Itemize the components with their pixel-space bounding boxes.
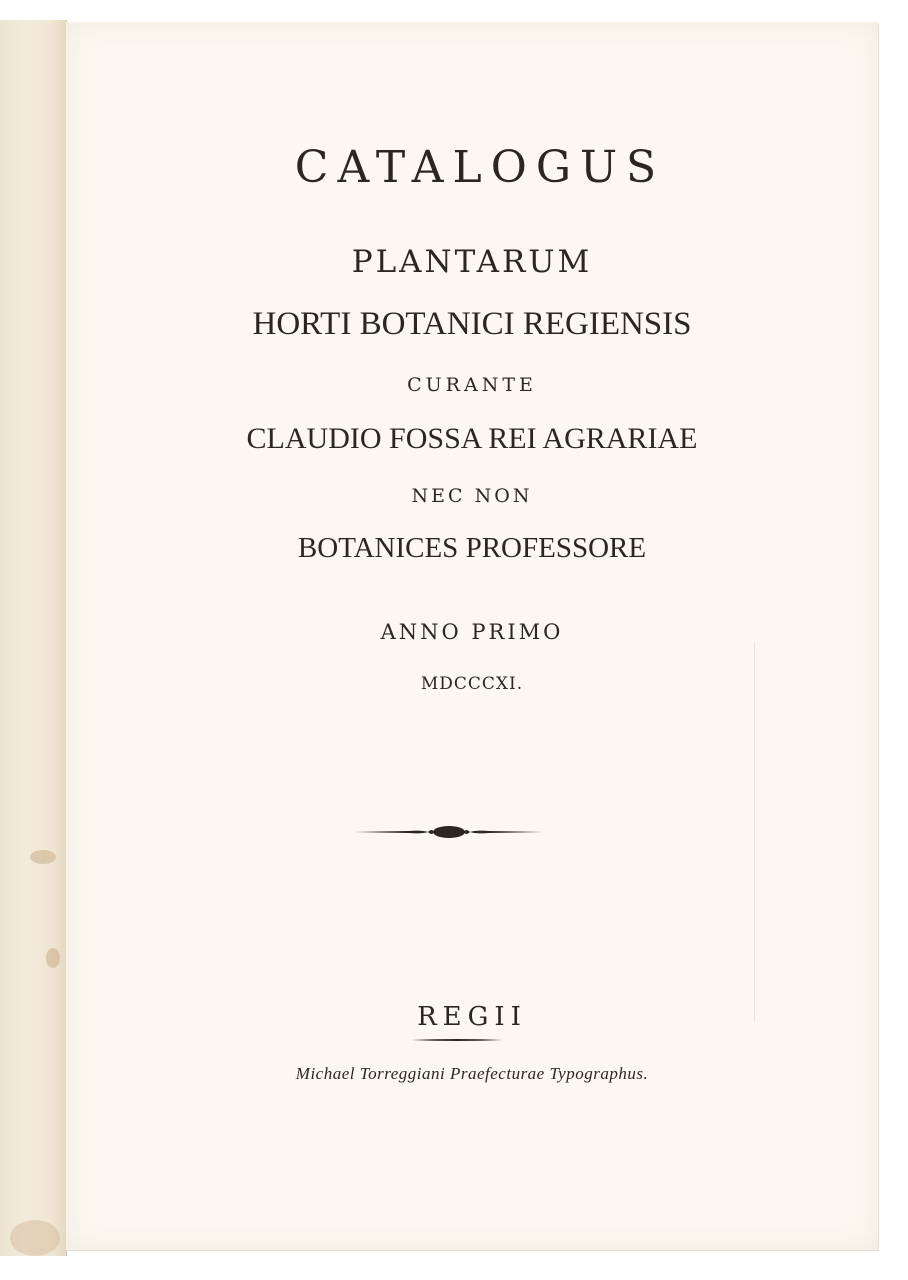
title-line-plantarum: PLANTARUM: [351, 244, 593, 280]
horizontal-flourish-icon: [354, 822, 544, 842]
spine-stain: [30, 850, 56, 864]
short-rule-icon: [411, 1037, 503, 1043]
author-title-line: BOTANICES PROFESSORE: [297, 532, 647, 564]
year-label: ANNO PRIMO: [380, 620, 564, 644]
year-roman: MDCCCXI.: [420, 674, 524, 694]
author-name-line: CLAUDIO FOSSA REI AGRARIAE: [246, 422, 698, 455]
book-binding-strip: [0, 20, 67, 1256]
spine-stain: [46, 948, 60, 968]
title-page: [66, 22, 878, 1250]
printer-line: Michael Torreggiani Praefecturae Typographus.: [295, 1064, 649, 1083]
paper-crease: [754, 642, 755, 1022]
title-line-curante: CURANTE: [407, 374, 537, 396]
title-line-horti: HORTI BOTANICI REGIENSIS: [252, 306, 692, 342]
place-of-printing: REGII: [417, 1002, 527, 1032]
spine-stain: [10, 1220, 60, 1256]
page-title: CATALOGUS: [294, 142, 666, 193]
title-line-nec-non: NEC NON: [411, 485, 533, 507]
